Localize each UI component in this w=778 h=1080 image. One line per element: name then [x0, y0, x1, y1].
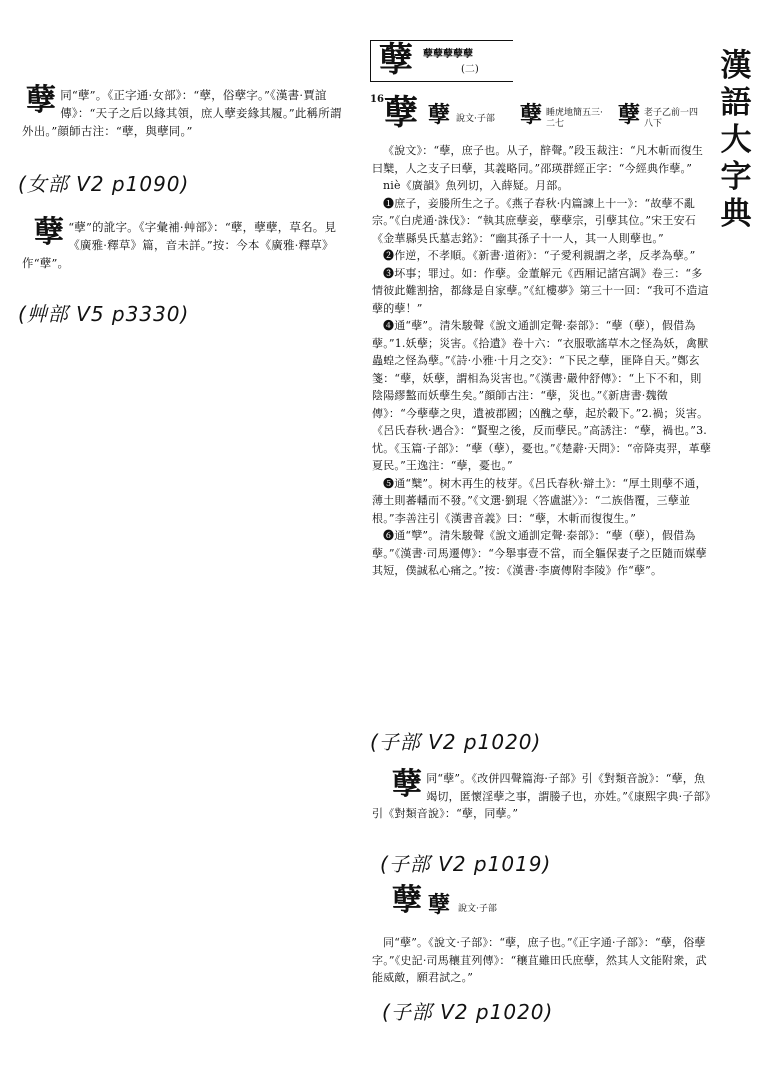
- entry-paragraph: ❸坏事；罪过。如：作孽。金董解元《西厢记諸宫調》卷三：“多情彼此難割捨，都緣是自家孽。”《紅樓夢》第三十一回：“我可不造這孽的孽！”: [372, 266, 709, 315]
- variant-glyph: 孽: [520, 102, 543, 128]
- header-char: 孽: [379, 40, 413, 80]
- entry-headword: 孽: [384, 93, 418, 133]
- entry-definition: “孽”的訛字。《字彙補·艸部》：“孽，孽孽，草名。見《廣雅·釋草》篇，音未詳。”按：今本《廣雅·釋草》作“孽”。: [22, 220, 337, 270]
- left-entry-2: [22, 215, 352, 272]
- side-title-char: 字: [720, 159, 752, 195]
- handwritten-note: (子部 V2 p1019): [380, 852, 552, 876]
- header-guide: 孽孽孽孽孽: [423, 49, 473, 60]
- entry-paragraph: ❻通“孼”。清朱駿聲《說文通訓定聲·泰部》：“孽（孽），假借為孽。”《漢書·司馬遷傳》：“今舉事壹不當，而全軀保妻子之臣隨而媒孽其短，僕誠私心痛之。”按：《漢書·李廣傳附李陵》作“孽”。: [372, 529, 707, 577]
- entry-paragraph: ❹通“孽”。清朱駿聲《說文通訓定聲·泰部》：“孽（孽），假借為孽。”1.妖孽；災害。《拾遺》卷十六：“衣服歌謠草木之怪為妖，禽獸蟲蝗之怪為孽。”《詩·小雅·十月之交》：“下民之孽，匪降自天。”鄭玄箋：“孽，妖孽，謂相為災害也。”《漢書·嚴仲舒傳》：“上下不和，則陰陽繆盭而妖孽生矣。”顔師古注：“孽，災也。”《新唐書·魏徵傳》：“今孽孽之臾，遺被郡國；凶醜之孽，起於轂下。”2.禍；災害。《呂氏春秋·遇合》：“賢聖之後，反而孽民。”高誘注：“孽，禍也。”3.忧。《玉篇·子部》：“孽（孽），憂也。”《楚辭·天問》：“帝降夷羿，革孽夏民。”王逸注：“孽，憂也。”: [372, 319, 712, 472]
- variant-glyph: 孽: [428, 102, 451, 128]
- side-title-char: 漢: [720, 48, 752, 84]
- header-page-hint: (二): [461, 64, 479, 75]
- handwritten-note: (子部 V2 p1020): [382, 1000, 554, 1024]
- variant-source: 睡虎地簡五三·二七: [546, 108, 603, 129]
- right-entry-3-body: 同“孽”。《說文·子部》：“孽，庶子也。”《正字通·子部》：“孽，俗孽字。”《史記·司馬穰苴列傳》：“穰苴雖田氏庶孽，然其人文能附衆，武能威敵，願君試之。”: [372, 936, 707, 984]
- entry-paragraph: 《說文》：“孽，庶子也。从子，辥聲。”段玉裁注：“凡木斬而復生曰櫱，人之支子曰孽，其義略同。”邵瑛群經正字：“今經典作孽。”: [372, 144, 704, 175]
- entry-definition: 同“孽”。《正字通·女部》：“孽，俗孽字。”《漢書·賈誼傳》：“天子之后以緣其領，庶人孽妾緣其履。”此稱所謂外出。”顔師古注：“孽，與孽同。”: [22, 88, 342, 138]
- side-title-char: 典: [720, 196, 752, 232]
- right-entry-3-heading: [392, 883, 592, 926]
- right-entry-2: [372, 767, 712, 823]
- variant-source: 說文·子部: [458, 904, 497, 914]
- entry-headword: 孽: [34, 215, 65, 250]
- entry-number: 16: [370, 94, 384, 105]
- variant-glyph: 孽: [618, 102, 641, 128]
- handwritten-note: (女部 V2 p1090): [18, 172, 190, 196]
- main-entry-heading: [370, 92, 710, 138]
- variant-source: 老子乙前一四八下: [644, 108, 699, 129]
- entry-headword: 孽: [26, 83, 57, 118]
- handwritten-note: (艸部 V5 p3330): [18, 302, 190, 326]
- entry-paragraph: niè《廣韻》魚列切，入薛疑。月部。: [383, 179, 569, 192]
- entry-definition: 同“孽”。《改併四聲篇海·子部》引《對類音說》：“孽，魚竭切，匿懷淫孽之事，謂媵子也，亦姓。”《康熙字典·子部》引《對類音說》：“孽，同孽。”: [372, 772, 711, 820]
- variant-source: 說文·子部: [456, 114, 495, 124]
- entry-paragraph: ❷作逆，不孝順。《新書·道術》：“子愛利親謂之孝，反孝為孽。”: [383, 249, 696, 262]
- entry-paragraph: ❺通“櫱”。树木再生的枝芽。《呂氏春秋·辯土》：“厚土則孽不通，薄土則蕃轓而不發。”《文選·劉琨〈答盧諶〉》：“二族偕覆，三孽並根。”李善注引《漢書音義》曰：“孽，木斬而復復生。”: [372, 476, 707, 525]
- side-title-char: 大: [720, 122, 752, 158]
- dictionary-side-title: [716, 48, 756, 233]
- entry-headword: 孽: [392, 767, 423, 802]
- handwritten-note: (子部 V2 p1020): [370, 730, 542, 754]
- header-box: [370, 40, 513, 82]
- entry-paragraph: ❶庶子，妾媵所生之子。《燕子春秋·内篇諫上十一》：“故孽不亂宗。”《白虎通·誅伐》：“執其庶孽妾，孽孽宗，引孽其位。”宋王安石《金華縣吳氏墓志銘》：“幽其孫子十一人，其一人則孽也。”: [372, 196, 696, 245]
- side-title-char: 語: [720, 85, 752, 121]
- variant-glyph: 孽: [428, 892, 451, 918]
- entry-headword: 孽: [392, 883, 422, 918]
- main-entry-body: [372, 142, 712, 580]
- left-entry-1: [22, 83, 352, 140]
